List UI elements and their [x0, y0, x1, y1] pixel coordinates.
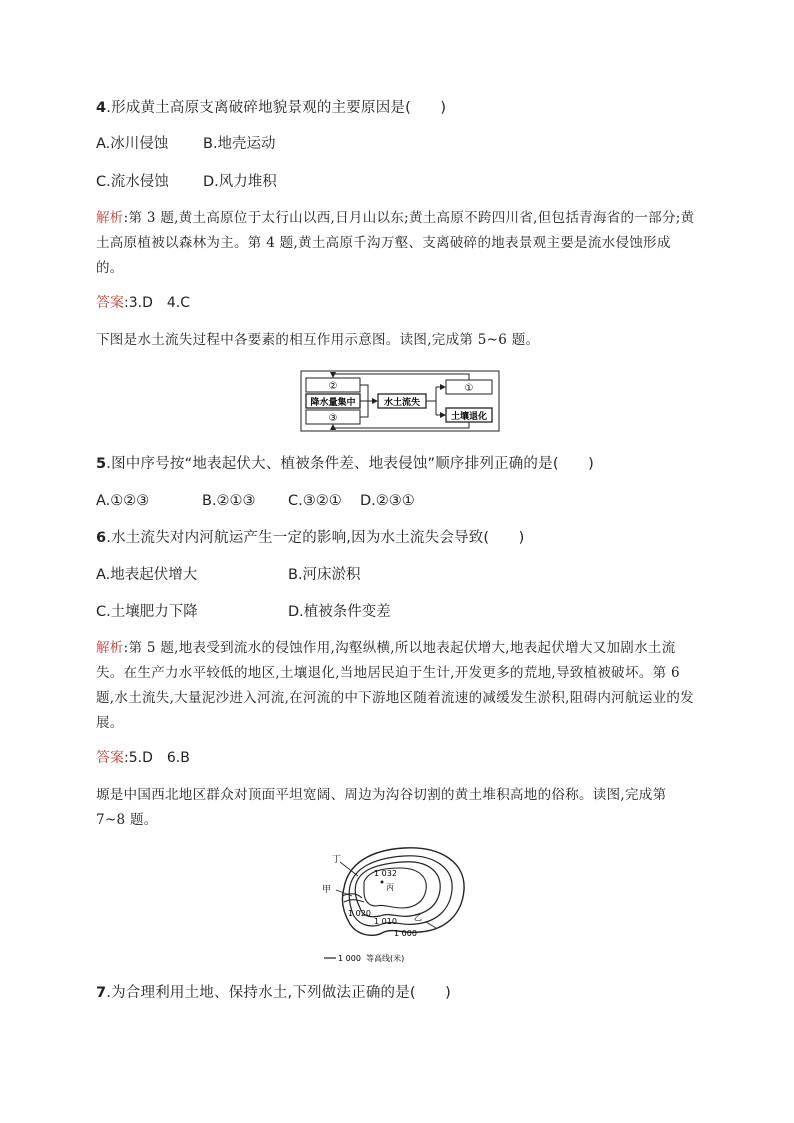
answer-text: :3.D 4.C	[124, 295, 190, 311]
summit-point	[381, 881, 384, 884]
question-4	[96, 97, 696, 119]
analysis-text: :第 5 题,地表受到流水的侵蚀作用,沟壑纵横,所以地表起伏增大,地表起伏增大又加剧水土流失。在生产力水平较低的地区,土壤退化,当地居民迫于生计,开发更多的荒地,导致植被破坏。第 6 题,水土流失,大量泥沙进入河流,在河流的中下游地区随着流速的减缓发生淤积,阻碍内河航运业的发展。	[96, 640, 694, 731]
question-number: 5	[96, 456, 107, 472]
answer-label: 答案	[96, 750, 124, 766]
question-4-options-row1	[96, 133, 696, 155]
option-b: B.②①③	[202, 493, 256, 509]
question-6-options-row2	[96, 601, 696, 623]
question-5-options	[96, 490, 696, 512]
box-soil-label: 土壤退化	[450, 412, 488, 422]
analysis-label: 解析	[96, 640, 124, 656]
option-a: A.①②③	[96, 493, 150, 509]
contour-label-1010: 1 010	[374, 917, 397, 926]
answer-block-2	[96, 747, 696, 769]
contour-map	[318, 840, 478, 970]
box-rain-label: 降水量集中	[310, 398, 356, 408]
intro-7-8	[96, 783, 696, 833]
question-number: 4	[96, 100, 107, 116]
option-b: B.河床淤积	[288, 567, 361, 583]
contour-label-1000: 1 000	[394, 929, 417, 938]
option-a: A.地表起伏增大	[96, 567, 198, 583]
label-jia: 甲	[322, 885, 332, 895]
analysis-block-2	[96, 636, 696, 736]
label-ding: 丁	[332, 855, 342, 865]
analysis-text: :第 3 题,黄土高原位于太行山以西,日月山以东;黄土高原不跨四川省,但包括青海省的一部分;黄土高原植被以森林为主。第 4 题,黄土高原千沟万壑、支离破碎的地表景观主要是流水侵蚀形成的。	[96, 210, 695, 276]
contour-label-1020: 1 020	[348, 909, 371, 918]
elevation-1032: 1 032	[374, 869, 397, 878]
question-text: .水土流失对内河航运产生一定的影响,因为水土流失会导致( )	[106, 530, 525, 546]
question-5	[96, 453, 696, 475]
box-2-label: ②	[328, 381, 338, 392]
box-center-label: 水土流失	[383, 398, 421, 408]
question-4-options-row2	[96, 171, 696, 193]
option-c: C.流水侵蚀	[96, 174, 169, 190]
label-yi: 乙	[414, 913, 422, 922]
intro-text: 塬是中国西北地区群众对顶面平坦宽阔、周边为沟谷切割的黄土堆积高地的俗称。读图,完成第 7~8 题。	[96, 787, 667, 828]
question-6	[96, 527, 696, 549]
label-bing: 丙	[386, 883, 394, 892]
question-text: .形成黄土高原支离破碎地貌景观的主要原因是( )	[106, 100, 447, 116]
answer-text: :5.D 6.B	[124, 750, 190, 766]
question-6-options-row1	[96, 564, 696, 586]
box-1-label: ①	[464, 383, 474, 394]
option-b: B.地壳运动	[203, 136, 276, 152]
box-3-label: ③	[328, 413, 338, 424]
option-c: C.土壤肥力下降	[96, 604, 198, 620]
question-number: 7	[96, 985, 107, 1001]
legend-text: 等高线(米)	[366, 954, 405, 963]
intro-5-6	[96, 328, 696, 353]
answer-block-1	[96, 292, 696, 314]
question-7	[96, 982, 696, 1004]
option-d: D.风力堆积	[203, 174, 277, 190]
analysis-label: 解析	[96, 210, 124, 226]
option-c: C.③②①	[288, 493, 342, 509]
question-text: .为合理利用土地、保持水土,下列做法正确的是( )	[106, 985, 452, 1001]
soil-erosion-diagram	[300, 370, 500, 432]
analysis-block-1	[96, 206, 696, 281]
answer-label: 答案	[96, 295, 124, 311]
option-d: D.②③①	[360, 493, 415, 509]
option-d: D.植被条件变差	[288, 604, 391, 620]
question-number: 6	[96, 530, 107, 546]
question-text: .图中序号按“地表起伏大、植被条件差、地表侵蚀”顺序排列正确的是( )	[106, 456, 594, 472]
option-a: A.冰川侵蚀	[96, 136, 169, 152]
intro-text: 下图是水土流失过程中各要素的相互作用示意图。读图,完成第 5~6 题。	[96, 332, 540, 348]
legend-value: 1 000	[338, 954, 361, 963]
